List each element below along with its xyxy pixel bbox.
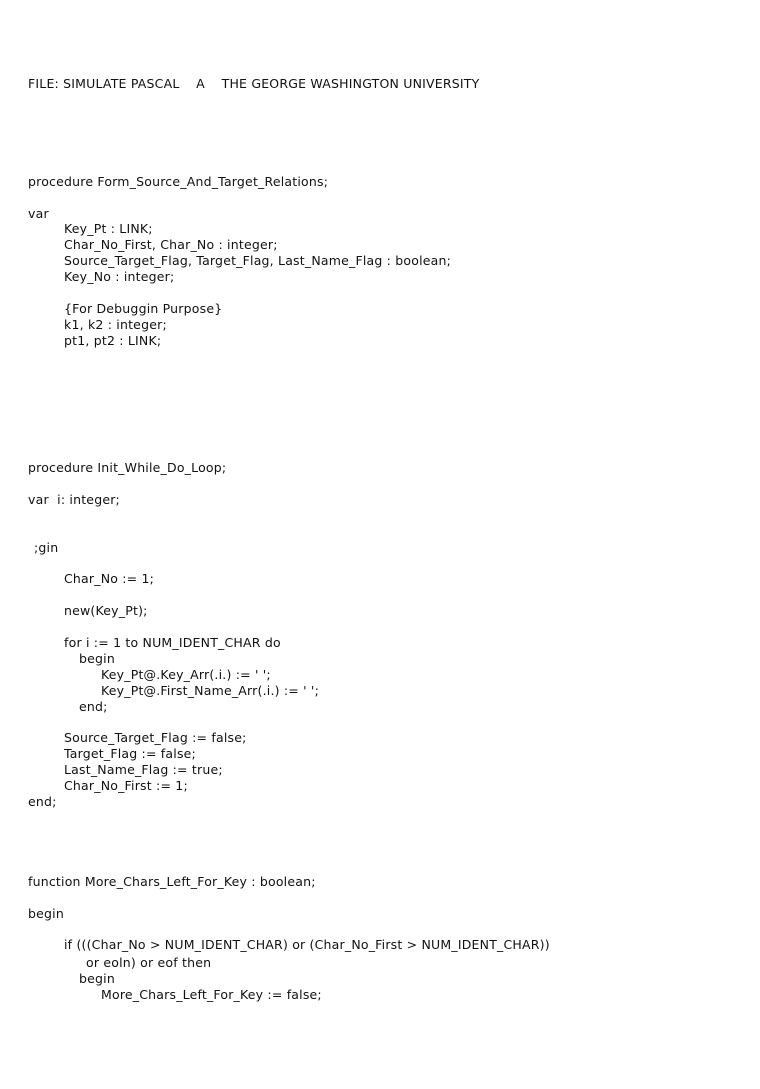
begin-partial: ;gin bbox=[34, 540, 59, 555]
function-header: function More_Chars_Left_For_Key : boolean; bbox=[28, 874, 316, 889]
debug-comment: {For Debuggin Purpose} bbox=[64, 301, 223, 316]
key-arr-assign: Key_Pt@.Key_Arr(.i.) := ' '; bbox=[101, 667, 271, 682]
var-keyword: var bbox=[28, 206, 49, 221]
or-condition: or eoln) or eof then bbox=[86, 955, 212, 970]
function-begin: begin bbox=[28, 906, 64, 921]
decl-pt: pt1, pt2 : LINK; bbox=[64, 333, 162, 348]
decl-key-no: Key_No : integer; bbox=[64, 269, 175, 284]
assign-char-no-first: Char_No_First := 1; bbox=[64, 778, 188, 793]
procedure-form-header: procedure Form_Source_And_Target_Relations; bbox=[28, 174, 329, 189]
procedure-end: end; bbox=[28, 794, 57, 809]
for-loop: for i := 1 to NUM_IDENT_CHAR do bbox=[64, 635, 281, 650]
for-begin: begin bbox=[79, 651, 115, 666]
if-condition: if (((Char_No > NUM_IDENT_CHAR) or (Char_No_First > NUM_IDENT_CHAR)) bbox=[64, 937, 550, 952]
new-key-pt: new(Key_Pt); bbox=[64, 603, 148, 618]
assign-target: Target_Flag := false; bbox=[64, 746, 196, 761]
decl-flags: Source_Target_Flag, Target_Flag, Last_Name_Flag : boolean; bbox=[64, 253, 452, 268]
file-header: FILE: SIMULATE PASCAL A THE GEORGE WASHINGTON UNIVERSITY bbox=[28, 76, 480, 91]
if-begin: begin bbox=[79, 971, 115, 986]
procedure-init-header: procedure Init_While_Do_Loop; bbox=[28, 460, 227, 475]
for-end: end; bbox=[79, 699, 108, 714]
decl-key-pt: Key_Pt : LINK; bbox=[64, 221, 153, 236]
decl-char-no: Char_No_First, Char_No : integer; bbox=[64, 237, 278, 252]
assign-source-target: Source_Target_Flag := false; bbox=[64, 730, 247, 745]
var-i-decl: var i: integer; bbox=[28, 492, 120, 507]
first-name-assign: Key_Pt@.First_Name_Arr(.i.) := ' '; bbox=[101, 683, 319, 698]
assign-char-no: Char_No := 1; bbox=[64, 571, 155, 586]
assign-last-name: Last_Name_Flag := true; bbox=[64, 762, 223, 777]
decl-k: k1, k2 : integer; bbox=[64, 317, 167, 332]
more-chars-assign: More_Chars_Left_For_Key := false; bbox=[101, 987, 322, 1002]
